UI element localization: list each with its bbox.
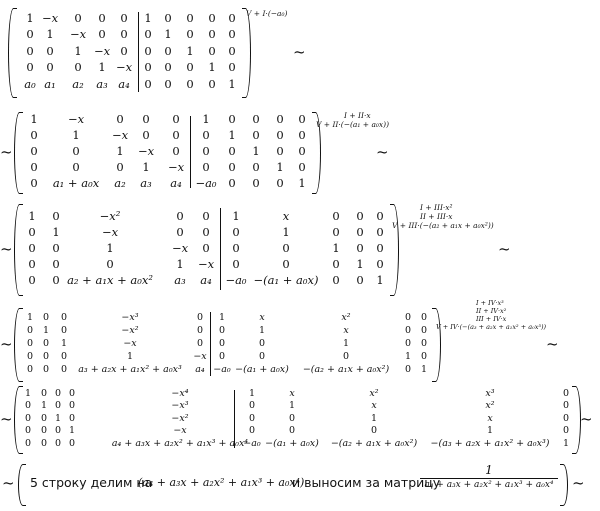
matrix-cell: 0: [172, 143, 180, 158]
instruction-text-2: и выносим за матрицу: [292, 475, 441, 490]
divisor-polynomial: (a₄ + a₃x + a₂x² + a₁x³ + a₀x⁴): [138, 476, 305, 489]
matrix-cell: 0: [258, 337, 266, 349]
matrix-cell: 0: [116, 159, 124, 174]
matrix-cell: 0: [202, 159, 210, 174]
matrix-cell: 0: [24, 437, 32, 449]
matrix-cell: 0: [202, 240, 210, 255]
augment-separator: [210, 312, 211, 376]
left-parenthesis: [8, 8, 17, 98]
trail-tilde: ~: [572, 474, 585, 492]
matrix-cell: 1: [288, 400, 296, 412]
matrix-cell: −(a₁ + a₀x): [265, 437, 319, 449]
matrix-cell: 1: [142, 159, 150, 174]
matrix-cell: 0: [228, 10, 236, 25]
matrix-cell: 0: [332, 272, 340, 287]
matrix-cell: 0: [276, 175, 284, 190]
matrix-cell: 1: [26, 311, 34, 323]
matrix-cell: 0: [30, 143, 38, 158]
matrix-cell: 0: [24, 425, 32, 437]
matrix-cell: 0: [46, 43, 54, 58]
row-operation: I + II·x: [344, 111, 371, 120]
matrix-cell: 1: [126, 350, 134, 362]
matrix-cell: 0: [202, 127, 210, 142]
matrix-cell: a₄ + a₃x + a₂x² + a₁x³ + a₀x⁴: [111, 437, 249, 449]
fraction-denominator: a₄ + a₃x + a₂x² + a₁x³ + a₀x⁴: [424, 480, 554, 490]
matrix-cell: −x: [69, 27, 87, 42]
matrix-cell: 0: [98, 27, 106, 42]
matrix-cell: −(a₂ + a₁x + a₀x²): [302, 363, 390, 375]
trail-tilde: ~: [546, 335, 559, 353]
matrix-cell: −x: [41, 10, 59, 25]
matrix-cell: 0: [68, 400, 76, 412]
matrix-cell: −x: [193, 350, 207, 362]
matrix-cell: −a₀: [243, 437, 261, 449]
matrix-cell: 1: [228, 76, 236, 91]
left-parenthesis: [14, 386, 23, 454]
matrix-cell: a₄: [170, 175, 182, 190]
matrix-cell: 0: [196, 337, 204, 349]
matrix-cell: 1: [232, 208, 240, 223]
matrix-cell: 0: [252, 127, 260, 142]
row-operation: I + III·x²: [420, 203, 453, 212]
matrix-cell: 1: [186, 43, 194, 58]
matrix-block-2: [0, 112, 600, 192]
matrix-cell: 0: [208, 43, 216, 58]
matrix-cell: 0: [54, 425, 62, 437]
matrix-cell: 0: [420, 324, 428, 336]
matrix-cell: −a₀: [195, 175, 217, 190]
matrix-cell: 0: [186, 60, 194, 75]
augment-separator: [138, 12, 139, 92]
matrix-cell: 0: [68, 387, 76, 399]
matrix-cell: 0: [208, 10, 216, 25]
trail-tilde: ~: [376, 143, 389, 161]
matrix-cell: 0: [356, 224, 364, 239]
matrix-cell: 0: [72, 143, 80, 158]
matrix-cell: x²: [369, 387, 379, 399]
matrix-cell: 0: [298, 111, 306, 126]
matrix-cell: 0: [332, 208, 340, 223]
matrix-cell: 1: [68, 425, 76, 437]
matrix-cell: 0: [40, 425, 48, 437]
matrix-cell: 0: [288, 425, 296, 437]
matrix-cell: −x: [197, 256, 215, 271]
matrix-cell: 0: [332, 224, 340, 239]
matrix-cell: 0: [248, 412, 256, 424]
matrix-cell: 1: [116, 143, 124, 158]
matrix-cell: 0: [356, 208, 364, 223]
matrix-cell: −x: [137, 143, 155, 158]
final-line: [0, 462, 600, 506]
matrix-cell: a₁: [44, 76, 56, 91]
left-parenthesis: [18, 464, 26, 506]
matrix-cell: x: [282, 208, 290, 223]
matrix-cell: a₃: [96, 76, 108, 91]
matrix-cell: 0: [252, 175, 260, 190]
matrix-cell: a₀: [24, 76, 36, 91]
matrix-cell: 0: [276, 127, 284, 142]
matrix-cell: 0: [228, 175, 236, 190]
matrix-cell: 0: [164, 60, 172, 75]
matrix-cell: x³: [485, 387, 495, 399]
matrix-block-5: [0, 386, 600, 452]
matrix-cell: 0: [164, 10, 172, 25]
matrix-cell: x²: [485, 400, 495, 412]
matrix-cell: 1: [176, 256, 184, 271]
matrix-cell: 0: [60, 350, 68, 362]
matrix-cell: 1: [74, 43, 82, 58]
matrix-cell: 0: [232, 256, 240, 271]
matrix-cell: −x: [171, 240, 189, 255]
matrix-cell: 0: [60, 363, 68, 375]
matrix-cell: −x: [101, 224, 119, 239]
matrix-cell: 0: [342, 350, 350, 362]
augment-separator: [190, 116, 191, 188]
matrix-cell: 0: [186, 76, 194, 91]
matrix-cell: 0: [376, 240, 384, 255]
matrix-cell: 1: [342, 337, 350, 349]
matrix-cell: 0: [356, 240, 364, 255]
matrix-cell: a₃ + a₂x + a₁x² + a₀x³: [78, 363, 182, 375]
lead-tilde: ~: [2, 474, 15, 492]
matrix-cell: 0: [144, 76, 152, 91]
matrix-cell: 0: [420, 311, 428, 323]
matrix-cell: 0: [282, 240, 290, 255]
matrix-cell: 1: [332, 240, 340, 255]
augment-separator: [220, 208, 221, 290]
row-operation: II + IV·x²: [476, 307, 507, 315]
matrix-cell: 0: [52, 272, 60, 287]
matrix-block-4: [0, 299, 600, 380]
matrix-cell: 0: [142, 111, 150, 126]
matrix-cell: 0: [120, 27, 128, 42]
matrix-cell: 0: [176, 208, 184, 223]
matrix-cell: 0: [186, 27, 194, 42]
matrix-cell: 0: [228, 27, 236, 42]
matrix-cell: x: [259, 311, 265, 323]
matrix-cell: 0: [30, 127, 38, 142]
matrix-cell: 0: [26, 337, 34, 349]
matrix-cell: 0: [68, 412, 76, 424]
matrix-cell: 0: [420, 350, 428, 362]
matrix-cell: 0: [144, 60, 152, 75]
matrix-cell: 0: [404, 311, 412, 323]
matrix-cell: 1: [252, 143, 260, 158]
scalar-fraction: [420, 464, 558, 490]
row-operation: V + II·(−(a₁ + a₀x)): [316, 120, 390, 129]
matrix-cell: x: [487, 412, 493, 424]
matrix-cell: 0: [42, 350, 50, 362]
fraction-bar: [420, 478, 558, 479]
matrix-cell: 0: [54, 400, 62, 412]
lead-tilde: ~: [0, 240, 13, 258]
matrix-cell: 0: [116, 111, 124, 126]
matrix-cell: −(a₁ + a₀x): [235, 363, 289, 375]
matrix-cell: 1: [54, 412, 62, 424]
matrix-cell: 0: [172, 127, 180, 142]
matrix-cell: 1: [486, 425, 494, 437]
matrix-cell: 0: [30, 159, 38, 174]
matrix-cell: 0: [26, 363, 34, 375]
left-parenthesis: [14, 204, 23, 296]
matrix-cell: 1: [420, 363, 428, 375]
matrix-cell: 0: [26, 60, 34, 75]
matrix-cell: x: [289, 387, 295, 399]
matrix-cell: 1: [370, 412, 378, 424]
matrix-cell: −(a₂ + a₁x + a₀x²): [330, 437, 418, 449]
matrix-cell: 0: [28, 224, 36, 239]
row-operation: V + IV·(−(a₃ + a₂x + a₁x² + a₀x³)): [436, 323, 547, 331]
matrix-cell: 0: [74, 10, 82, 25]
matrix-cell: 1: [98, 60, 106, 75]
matrix-cell: 1: [60, 337, 68, 349]
matrix-cell: 0: [42, 311, 50, 323]
matrix-cell: 0: [164, 43, 172, 58]
matrix-cell: 0: [24, 400, 32, 412]
matrix-cell: 1: [208, 60, 216, 75]
matrix-cell: 0: [370, 425, 378, 437]
matrix-cell: 0: [98, 10, 106, 25]
matrix-block-3: [0, 204, 600, 294]
row-operation: II + III·x: [420, 212, 453, 221]
matrix-cell: 0: [232, 224, 240, 239]
matrix-cell: 0: [288, 412, 296, 424]
matrix-cell: −a₀: [213, 363, 231, 375]
matrix-cell: −x⁴: [171, 387, 189, 399]
matrix-cell: 1: [376, 272, 384, 287]
matrix-cell: 0: [202, 208, 210, 223]
matrix-cell: 0: [252, 159, 260, 174]
lead-tilde: ~: [0, 335, 13, 353]
matrix-cell: 0: [562, 425, 570, 437]
matrix-cell: 0: [54, 387, 62, 399]
matrix-cell: 0: [298, 127, 306, 142]
lead-tilde: ~: [0, 143, 13, 161]
matrix-cell: 0: [186, 10, 194, 25]
matrix-cell: 1: [72, 127, 80, 142]
left-parenthesis: [14, 112, 23, 194]
matrix-cell: 0: [60, 311, 68, 323]
lead-tilde: ~: [0, 410, 13, 428]
matrix-cell: a₃: [140, 175, 152, 190]
matrix-cell: 1: [106, 240, 114, 255]
matrix-cell: 0: [172, 111, 180, 126]
matrix-cell: 1: [562, 437, 570, 449]
matrix-cell: 0: [208, 76, 216, 91]
matrix-cell: 0: [164, 76, 172, 91]
matrix-cell: a₄: [200, 272, 212, 287]
matrix-block-1: [0, 8, 600, 96]
matrix-cell: 1: [52, 224, 60, 239]
matrix-cell: a₂: [114, 175, 126, 190]
matrix-cell: a₄: [118, 76, 130, 91]
matrix-cell: 0: [40, 412, 48, 424]
matrix-cell: 0: [562, 400, 570, 412]
matrix-cell: 0: [282, 256, 290, 271]
matrix-cell: 0: [26, 350, 34, 362]
matrix-cell: 0: [218, 350, 226, 362]
matrix-cell: 0: [144, 27, 152, 42]
right-parenthesis: [390, 204, 399, 296]
matrix-cell: x: [343, 324, 349, 336]
matrix-cell: 1: [24, 387, 32, 399]
matrix-cell: 1: [144, 10, 152, 25]
matrix-cell: 0: [276, 143, 284, 158]
left-parenthesis: [14, 308, 23, 382]
trail-tilde: ~: [580, 410, 593, 428]
matrix-cell: 0: [176, 224, 184, 239]
matrix-cell: 0: [420, 337, 428, 349]
matrix-cell: 0: [42, 337, 50, 349]
matrix-cell: 0: [68, 437, 76, 449]
matrix-cell: a₃: [174, 272, 186, 287]
matrix-cell: 0: [28, 272, 36, 287]
matrix-cell: 0: [40, 437, 48, 449]
matrix-cell: x: [371, 400, 377, 412]
trail-tilde: ~: [293, 43, 306, 61]
matrix-cell: 0: [228, 43, 236, 58]
matrix-cell: 0: [298, 159, 306, 174]
matrix-cell: 0: [40, 387, 48, 399]
right-parenthesis: [432, 308, 441, 382]
row-operation: I + IV·x³: [476, 299, 504, 307]
right-parenthesis: [560, 464, 568, 506]
matrix-cell: −x²: [121, 324, 139, 336]
matrix-cell: −(a₁ + a₀x): [253, 272, 319, 287]
matrix-cell: 1: [258, 324, 266, 336]
matrix-cell: −x³: [121, 311, 139, 323]
matrix-cell: x²: [341, 311, 351, 323]
matrix-cell: 0: [28, 256, 36, 271]
matrix-cell: 0: [46, 60, 54, 75]
matrix-cell: 0: [52, 240, 60, 255]
row-operation: V + I·(−a₀): [246, 9, 288, 18]
instruction-text: 5 строку делим на: [30, 475, 153, 490]
matrix-cell: 0: [54, 437, 62, 449]
matrix-cell: 0: [228, 143, 236, 158]
matrix-cell: −x: [115, 60, 133, 75]
matrix-cell: 1: [28, 208, 36, 223]
matrix-cell: 0: [356, 272, 364, 287]
matrix-cell: −x: [67, 111, 85, 126]
matrix-cell: 0: [562, 412, 570, 424]
matrix-cell: 0: [228, 159, 236, 174]
matrix-cell: 0: [30, 175, 38, 190]
matrix-cell: 0: [562, 387, 570, 399]
matrix-cell: 0: [404, 363, 412, 375]
right-parenthesis: [242, 8, 251, 98]
matrix-cell: 0: [196, 311, 204, 323]
matrix-cell: 0: [142, 127, 150, 142]
matrix-cell: 1: [404, 350, 412, 362]
matrix-cell: 0: [298, 143, 306, 158]
matrix-cell: a₂: [72, 76, 84, 91]
matrix-cell: 0: [106, 256, 114, 271]
matrix-cell: 0: [74, 60, 82, 75]
matrix-cell: 0: [26, 27, 34, 42]
matrix-cell: 0: [332, 256, 340, 271]
matrix-cell: 1: [228, 127, 236, 142]
matrix-cell: 0: [26, 324, 34, 336]
matrix-cell: 0: [404, 337, 412, 349]
matrix-cell: 0: [218, 337, 226, 349]
matrix-cell: −x³: [171, 400, 189, 412]
matrix-cell: 0: [120, 10, 128, 25]
matrix-cell: 0: [232, 240, 240, 255]
matrix-cell: −a₀: [225, 272, 247, 287]
matrix-cell: 0: [228, 60, 236, 75]
matrix-cell: −x: [123, 337, 137, 349]
matrix-cell: −x²: [99, 208, 121, 223]
matrix-cell: 0: [276, 111, 284, 126]
matrix-cell: 1: [42, 324, 50, 336]
matrix-cell: 0: [202, 224, 210, 239]
matrix-cell: −x: [93, 43, 111, 58]
matrix-cell: 0: [28, 240, 36, 255]
matrix-cell: 0: [218, 324, 226, 336]
matrix-cell: 1: [356, 256, 364, 271]
matrix-cell: 0: [228, 111, 236, 126]
matrix-cell: 0: [196, 324, 204, 336]
matrix-cell: 0: [248, 425, 256, 437]
matrix-cell: 0: [376, 208, 384, 223]
matrix-cell: 1: [276, 159, 284, 174]
fraction-numerator: 1: [485, 463, 493, 477]
matrix-cell: 1: [30, 111, 38, 126]
matrix-cell: 0: [258, 350, 266, 362]
matrix-cell: a₄: [195, 363, 205, 375]
matrix-cell: 1: [248, 387, 256, 399]
matrix-cell: 0: [376, 256, 384, 271]
matrix-cell: −x: [111, 127, 129, 142]
matrix-cell: −x²: [171, 412, 189, 424]
row-operation: III + IV·x: [476, 315, 507, 323]
matrix-cell: −(a₃ + a₂x + a₁x² + a₀x³): [430, 437, 550, 449]
matrix-cell: 0: [208, 27, 216, 42]
matrix-cell: −x: [167, 159, 185, 174]
matrix-cell: a₂ + a₁x + a₀x²: [67, 272, 153, 287]
matrix-cell: 1: [218, 311, 226, 323]
matrix-cell: 0: [42, 363, 50, 375]
matrix-cell: 0: [120, 43, 128, 58]
matrix-cell: 0: [144, 43, 152, 58]
matrix-cell: 1: [40, 400, 48, 412]
matrix-cell: 0: [202, 143, 210, 158]
matrix-cell: 0: [26, 43, 34, 58]
matrix-cell: 0: [404, 324, 412, 336]
matrix-cell: 0: [248, 400, 256, 412]
matrix-cell: 0: [72, 159, 80, 174]
matrix-cell: 0: [252, 111, 260, 126]
matrix-cell: 0: [52, 208, 60, 223]
matrix-cell: 1: [26, 10, 34, 25]
matrix-cell: 1: [164, 27, 172, 42]
matrix-cell: −x: [173, 425, 187, 437]
matrix-cell: a₁ + a₀x: [52, 175, 100, 190]
matrix-cell: 1: [46, 27, 54, 42]
trail-tilde: ~: [498, 240, 511, 258]
matrix-cell: 0: [52, 256, 60, 271]
matrix-cell: 1: [202, 111, 210, 126]
row-operation: V + III·(−(a₂ + a₁x + a₀x²)): [392, 221, 494, 230]
matrix-cell: 0: [376, 224, 384, 239]
matrix-cell: 1: [298, 175, 306, 190]
matrix-cell: 1: [282, 224, 290, 239]
matrix-cell: 0: [24, 412, 32, 424]
matrix-cell: 0: [60, 324, 68, 336]
